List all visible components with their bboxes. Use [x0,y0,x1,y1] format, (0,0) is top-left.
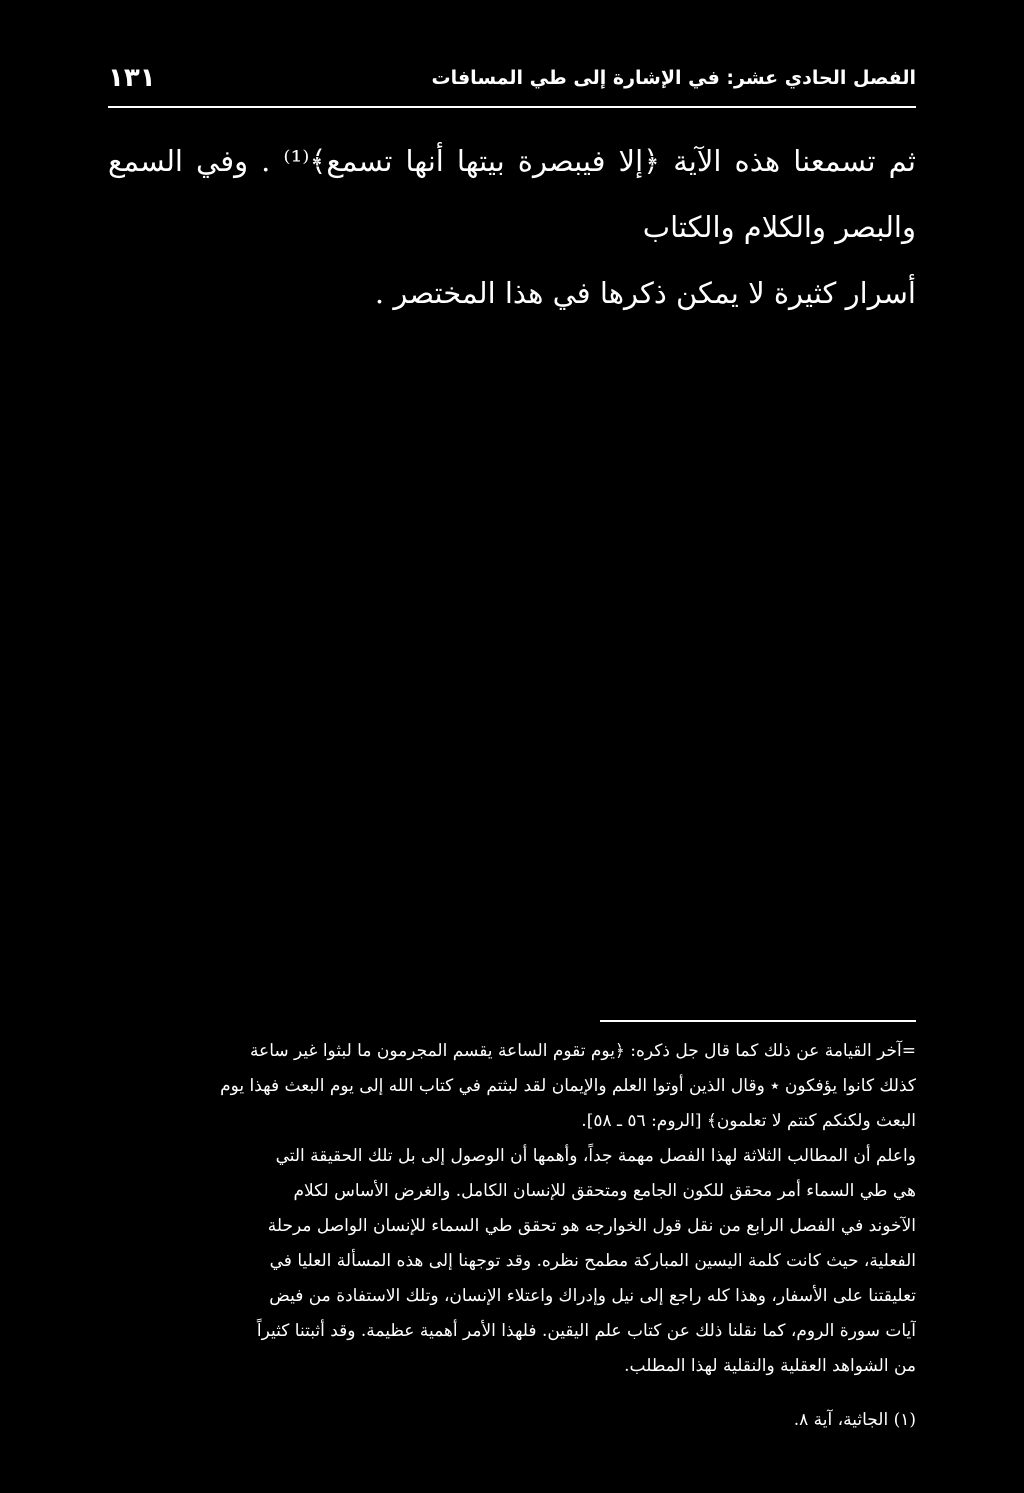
footnote-line: تعليقتنا على الأسفار، وهذا كله راجع إلى نيل وإدراك واعتلاء الإنسان، وتلك الاستفادة من فيض [269,1286,916,1306]
chapter-title: الفصل الحادي عشر: في الإشارة إلى طي المسافات [431,67,916,89]
footnote-line: الفعلية، حيث كانت كلمة اليسين المباركة مطمح نظره. وقد توجهنا إلى هذه المسألة العليا في [269,1251,916,1271]
page-number: ١٣١ [108,63,156,93]
footnote-divider [600,1020,916,1022]
footnote-line: الآخوند في الفصل الرابع من نقل قول الخوارجه هو تحقق طي السماء للإنسان الواصل مرحلة [267,1216,916,1236]
footnote-line: واعلم أن المطالب الثلاثة لهذا الفصل مهمة جداً، وأهمها أن الوصول إلى بل تلك الحقيقة التي [275,1146,916,1166]
footnote-line: هي طي السماء أمر محقق للكون الجامع ومتحقق للإنسان الكامل. والغرض الأساس لكلام [293,1181,916,1201]
footnote-block [108,1034,916,1384]
footnote-reference: (١) الجاثية، آية ٨. [793,1410,916,1430]
footnote-line: كذلك كانوا يؤفكون ٭ وقال الذين أوتوا العلم والإيمان لقد لبثتم في كتاب الله إلى يوم البعث فهذا يوم [220,1076,916,1096]
main-text-line: ثم تسمعنا هذه الآية ﴿إلا فيبصرة بيتها أنها تسمع﴾⁽¹⁾ . وفي السمع والبصر والكلام والكتاب [108,144,916,244]
running-header [108,56,916,108]
main-text-line: أسرار كثيرة لا يمكن ذكرها في هذا المختصر . [374,276,916,310]
footnote-line: آيات سورة الروم، كما نقلنا ذلك عن كتاب علم اليقين. فلهذا الأمر أهمية عظيمة. وقد أثبتنا كثيراً [256,1321,916,1341]
footnote-line: من الشواهد العقلية والنقلية لهذا المطلب. [624,1356,916,1376]
main-text [108,128,916,326]
footnote-line: البعث ولكنكم كنتم لا تعلمون﴾ [الروم: ٥٦ ـ ٥٨]. [581,1111,916,1131]
footnote-line: =آخر القيامة عن ذلك كما قال جل ذكره: ﴿يوم تقوم الساعة يقسم المجرمون ما لبثوا غير ساعة [249,1041,916,1061]
